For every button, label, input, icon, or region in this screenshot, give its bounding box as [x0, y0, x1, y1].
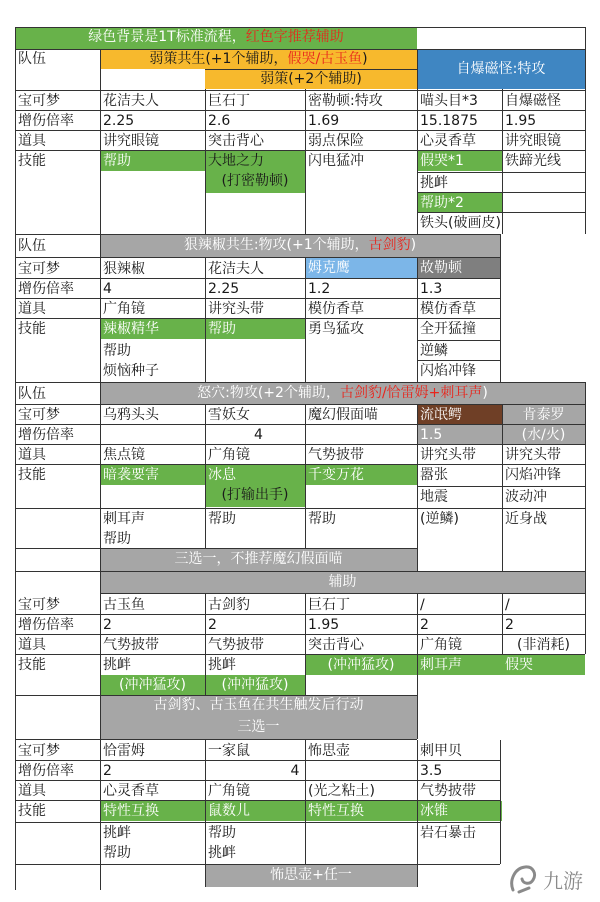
grid-hline	[417, 172, 585, 173]
grid-hline	[417, 360, 500, 361]
multiplier-d: 15.1875	[420, 113, 478, 129]
item-d: 讲究头带	[420, 447, 476, 463]
skill-d: 嚣张	[420, 467, 448, 483]
item-b: 广角镜	[208, 447, 250, 463]
pokemon-c: 怖思壶	[308, 743, 350, 759]
grid-vline	[305, 594, 306, 695]
item-label: 道具	[18, 637, 46, 653]
skill-b-3: 挑衅	[208, 845, 236, 861]
multiplier-b: 2	[208, 617, 217, 633]
pokemon-c: 巨石丁	[308, 597, 350, 613]
skill-d-3: (逆鳞)	[420, 511, 459, 527]
section-note: 三选一，不推荐魔幻假面喵	[100, 549, 417, 571]
grid-vline	[500, 740, 501, 864]
skill-c: 千变万花	[305, 465, 417, 485]
pokemon-a: 乌鸦头头	[103, 407, 159, 423]
pokemon-e: 肯泰罗	[502, 405, 585, 425]
header-text: 绿色背景是1T标准流程，	[88, 29, 246, 45]
grid-hline	[15, 739, 417, 740]
skill-b-note: (打密勒顿)	[205, 171, 305, 193]
multiplier-label: 增伤倍率	[18, 617, 74, 633]
item-d: 广角镜	[420, 637, 462, 653]
grid-hline	[417, 192, 585, 193]
grid-hline	[15, 695, 417, 696]
pokemon-d: 故勒顿	[417, 258, 500, 278]
skill-label: 技能	[18, 803, 46, 819]
skill-b-2: (冲冲猛攻)	[205, 675, 305, 695]
multiplier-c: 1.69	[308, 113, 340, 129]
multiplier-a: 2	[103, 763, 112, 779]
grid-vline	[305, 740, 306, 864]
grid-hline	[15, 864, 500, 865]
watermark-logo	[505, 862, 600, 898]
pokemon-label: 宝可梦	[18, 261, 60, 277]
team-label: 队伍	[18, 386, 46, 402]
pokemon-a: 狠辣椒	[103, 261, 145, 277]
skill-d: 全开猛撞	[420, 321, 476, 337]
multiplier-b: 2.6	[208, 113, 231, 129]
item-a: 气势披带	[103, 637, 159, 653]
pokemon-b: 花洁夫人	[208, 261, 264, 277]
grid-hline	[417, 486, 585, 487]
pokemon-a: 恰雷姆	[103, 743, 145, 759]
pokemon-c: 魔幻假面喵	[308, 407, 378, 423]
multiplier-d: 1.5	[417, 425, 502, 445]
skill-a-3: 帮助	[103, 531, 131, 547]
item-a: 心灵香草	[103, 783, 159, 799]
skill-b: 帮助	[205, 319, 305, 339]
grid-vline	[502, 89, 503, 234]
skill-b-2: 帮助	[208, 825, 236, 841]
item-c: 气势披带	[308, 447, 364, 463]
skill-e: 铁蹄光线	[505, 153, 561, 169]
skill-b: 挑衅	[208, 657, 236, 673]
skill-d-2: 逆鳞	[420, 343, 448, 359]
multiplier-label: 增伤倍率	[18, 763, 74, 779]
grid-vline	[502, 594, 503, 654]
grid-hline	[15, 800, 500, 801]
multiplier-label: 增伤倍率	[18, 113, 74, 129]
skill-a-3: 烦恼种子	[103, 363, 159, 379]
item-label: 道具	[18, 783, 46, 799]
grid-hline	[15, 27, 585, 28]
item-c: 弱点保险	[308, 133, 364, 149]
multiplier-e: (水/火)	[502, 425, 585, 445]
multiplier-d: 1.3	[420, 281, 443, 297]
item-d: 心灵香草	[420, 133, 476, 149]
skill-a-3: 帮助	[103, 845, 131, 861]
grid-hline	[417, 212, 585, 213]
skill-a: 挑衅	[103, 657, 131, 673]
pokemon-a: 古玉鱼	[103, 597, 145, 613]
team-self-destruct-magnet: 自爆磁怪:特攻	[417, 49, 585, 89]
multiplier-c: 1.2	[308, 281, 331, 297]
grid-hline	[417, 340, 500, 341]
team-weak-strategy-symbiosis: 弱策共生(+1个辅助，假哭/古玉鱼)	[100, 49, 417, 69]
item-e: 讲究头带	[505, 447, 561, 463]
skill-label: 技能	[18, 153, 46, 169]
grid-vline	[205, 740, 206, 887]
skill-e-3: 近身战	[505, 511, 547, 527]
grid-vline	[502, 404, 503, 571]
multiplier-a: 4	[103, 281, 112, 297]
grid-hline	[15, 760, 500, 761]
team-weak-strategy: 弱策(+2个辅助)	[205, 69, 417, 89]
item-c: 模仿香草	[308, 301, 364, 317]
item-c: (光之粘土)	[308, 783, 375, 799]
item-d: 气势披带	[420, 783, 476, 799]
team-label: 队伍	[18, 238, 46, 254]
item-e: 讲究眼镜	[505, 133, 561, 149]
support-note-choice: 三选一	[100, 717, 417, 739]
skill-d: 冰锥	[417, 801, 502, 821]
grid-vline	[15, 27, 16, 890]
skill-b: 大地之力	[205, 151, 305, 171]
item-label: 道具	[18, 133, 46, 149]
grid-vline	[305, 404, 306, 548]
item-a: 讲究眼镜	[103, 133, 159, 149]
item-b: 突击背心	[208, 133, 264, 149]
skill-b: 冰息	[205, 465, 305, 485]
pokemon-d: 刺甲贝	[420, 743, 462, 759]
pokemon-d: 流氓鳄	[417, 405, 502, 425]
multiplier-label: 增伤倍率	[18, 427, 74, 443]
skill-e: 闪焰冲锋	[505, 467, 561, 483]
grid-vline	[417, 594, 418, 739]
section-note: 怖思壶+任一	[205, 865, 417, 887]
skill-d-3: 帮助*2	[417, 193, 502, 213]
skill-d-2: 岩石暴击	[420, 825, 476, 841]
grid-vline	[205, 404, 206, 548]
pokemon-b: 巨石丁	[208, 93, 250, 109]
item-b: 气势披带	[208, 637, 264, 653]
support-title: 辅助	[100, 572, 585, 594]
multiplier-d: 3.5	[420, 763, 443, 779]
header-banner	[15, 27, 417, 49]
grid-vline	[417, 49, 418, 234]
pokemon-d: 喵头目*3	[420, 93, 478, 109]
grid-hline	[15, 257, 500, 258]
multiplier-b: 4	[290, 763, 300, 779]
grid-vline	[205, 257, 206, 382]
grid-vline	[100, 49, 101, 890]
pokemon-label: 宝可梦	[18, 93, 60, 109]
skill-b-2: 帮助	[208, 511, 236, 527]
skill-a: 暗袭要害	[100, 465, 205, 485]
skill-b-note: (打输出手)	[205, 485, 305, 507]
skill-d: 刺耳声	[417, 655, 502, 675]
skill-c: 闪电猛冲	[308, 153, 364, 169]
item-a: 广角镜	[103, 301, 145, 317]
grid-hline	[15, 298, 500, 299]
header-red-text: 红色字推荐辅助	[245, 29, 344, 45]
item-a: 焦点镜	[103, 447, 145, 463]
item-d: 模仿香草	[420, 301, 476, 317]
skill-a-2: (冲冲猛攻)	[100, 675, 205, 695]
pokemon-e: /	[505, 597, 510, 613]
skill-a-2: 挑衅	[103, 825, 131, 841]
multiplier-c: 1.95	[308, 617, 340, 633]
pokemon-label: 宝可梦	[18, 407, 60, 423]
skill-d: 假哭*1	[417, 151, 502, 171]
multiplier-e: 2	[505, 617, 514, 633]
item-c: 突击背心	[308, 637, 364, 653]
skill-e-2: 波动冲	[505, 489, 547, 505]
pokemon-b: 一家鼠	[208, 743, 250, 759]
multiplier-e: 1.95	[505, 113, 537, 129]
skill-a: 辣椒精华	[100, 319, 205, 339]
pokemon-c: 密勒顿:特攻	[308, 93, 383, 109]
skill-c: 勇鸟猛攻	[308, 321, 364, 337]
skill-a: 帮助	[100, 151, 205, 171]
skill-label: 技能	[18, 657, 46, 673]
grid-hline	[15, 822, 500, 823]
grid-hline	[15, 278, 500, 279]
skill-d-2: 地震	[420, 489, 448, 505]
skill-a: 特性互换	[100, 801, 205, 821]
support-note: 古剑豹、古玉鱼在共生触发后行动	[100, 695, 417, 717]
grid-vline	[417, 740, 418, 887]
grid-vline	[585, 27, 586, 234]
skill-a-2: 帮助	[103, 343, 131, 359]
skill-d-2: 挑衅	[420, 175, 448, 191]
grid-vline	[417, 404, 418, 571]
jiuyou-logo-icon	[505, 862, 600, 898]
skill-label: 技能	[18, 321, 46, 337]
skill-b: 鼠数儿	[205, 801, 305, 821]
grid-hline	[15, 780, 500, 781]
grid-hline	[15, 318, 500, 319]
multiplier-b: 2.25	[208, 281, 240, 297]
watermark-text: 九游	[543, 869, 583, 893]
item-label: 道具	[18, 301, 46, 317]
pokemon-label: 宝可梦	[18, 743, 60, 759]
grid-vline	[205, 594, 206, 695]
skill-e: 假哭	[502, 655, 585, 675]
multiplier-a: 2	[103, 617, 112, 633]
grid-hline	[15, 548, 417, 549]
grid-hline	[205, 69, 417, 70]
team-label: 队伍	[18, 51, 46, 67]
item-b: 讲究头带	[208, 301, 264, 317]
skill-a-2: 刺耳声	[103, 511, 145, 527]
skill-d-3: 闪焰冲锋	[420, 363, 476, 379]
pokemon-b: 古剑豹	[208, 597, 250, 613]
multiplier-label: 增伤倍率	[18, 281, 74, 297]
skill-label: 技能	[18, 467, 46, 483]
item-b: 广角镜	[208, 783, 250, 799]
grid-vline	[305, 257, 306, 382]
skill-c: (冲冲猛攻)	[305, 655, 417, 675]
team-hot-pepper-symbiosis: 狠辣椒共生:物攻(+1个辅助，古剑豹)	[100, 235, 500, 257]
item-label: 道具	[18, 447, 46, 463]
grid-vline	[585, 382, 586, 654]
pokemon-label: 宝可梦	[18, 597, 60, 613]
grid-vline	[417, 257, 418, 382]
pokemon-b: 雪妖女	[208, 407, 250, 423]
team-rage-cave: 怒穴:物攻(+2个辅助，古剑豹/恰雷姆+刺耳声)	[100, 383, 585, 405]
multiplier-shared: 4	[254, 427, 263, 443]
grid-hline	[15, 234, 500, 235]
item-e: (非消耗)	[517, 637, 570, 653]
skill-c: 特性互换	[305, 801, 417, 821]
grid-vline	[500, 234, 501, 382]
skill-d-4: 铁头(破画皮)	[420, 215, 501, 231]
pokemon-c: 姆克鹰	[305, 258, 417, 278]
pokemon-d: /	[420, 597, 425, 613]
grid-vline	[305, 89, 306, 234]
pokemon-a: 花洁夫人	[103, 93, 159, 109]
grid-hline	[100, 593, 585, 594]
grid-vline	[205, 89, 206, 234]
skill-c-2: 帮助	[308, 511, 336, 527]
multiplier-a: 2.25	[103, 113, 135, 129]
pokemon-e: 自爆磁怪	[505, 93, 561, 109]
multiplier-d: 2	[420, 617, 429, 633]
